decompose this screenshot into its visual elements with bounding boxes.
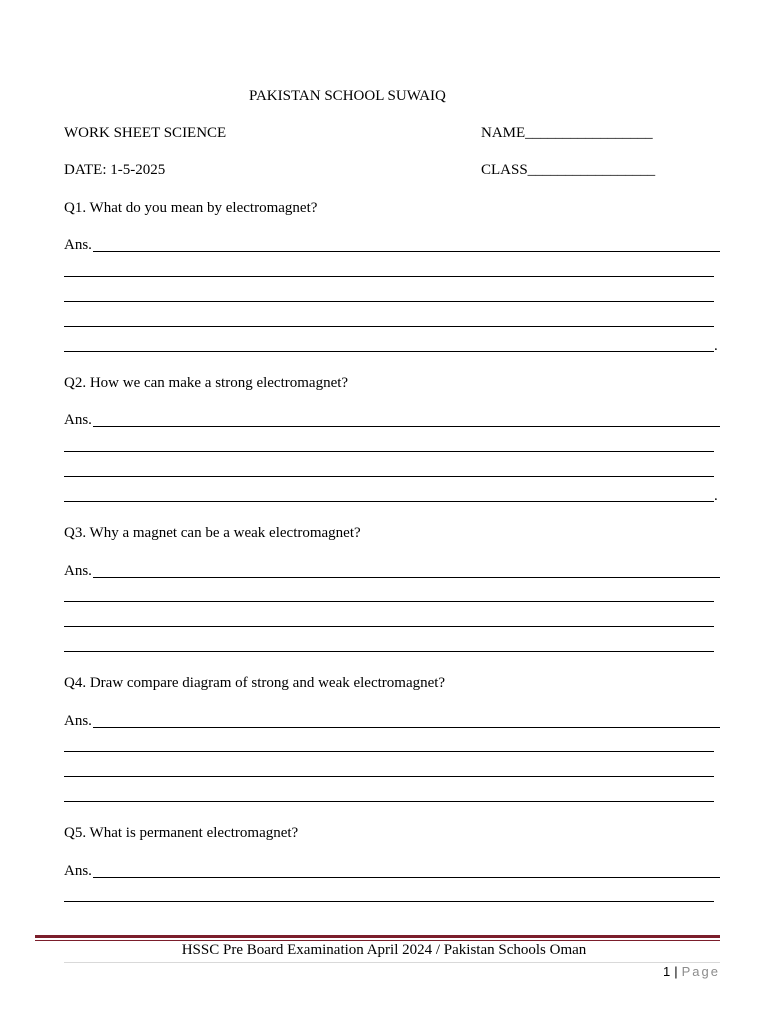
answer-line bbox=[64, 626, 714, 627]
date-label: DATE: 1-5-2025 bbox=[64, 162, 166, 178]
answer-prefix-1: Ans. bbox=[64, 237, 92, 253]
name-field: NAME_________________ bbox=[481, 125, 653, 141]
answer-line bbox=[64, 301, 714, 302]
answer-line bbox=[64, 501, 714, 502]
question-2: Q2. How we can make a strong electromagnet? bbox=[64, 375, 349, 391]
answer-line bbox=[93, 727, 720, 728]
answer-line bbox=[64, 751, 714, 752]
page-word: Page bbox=[681, 964, 720, 979]
footer-divider bbox=[64, 962, 720, 963]
line-end-period: . bbox=[714, 338, 718, 354]
answer-prefix-5: Ans. bbox=[64, 863, 92, 879]
answer-line bbox=[64, 801, 714, 802]
answer-line bbox=[93, 577, 720, 578]
question-1: Q1. What do you mean by electromagnet? bbox=[64, 200, 318, 216]
answer-line bbox=[93, 251, 720, 252]
footer-rule-thick bbox=[35, 935, 720, 938]
answer-line bbox=[93, 426, 720, 427]
answer-line bbox=[64, 601, 714, 602]
answer-line bbox=[64, 276, 714, 277]
answer-prefix-4: Ans. bbox=[64, 713, 92, 729]
answer-line bbox=[64, 476, 714, 477]
class-field: CLASS_________________ bbox=[481, 162, 656, 178]
page-number: 1 bbox=[663, 964, 671, 979]
question-4: Q4. Draw compare diagram of strong and weak electromagnet? bbox=[64, 675, 446, 691]
footer-text: HSSC Pre Board Examination April 2024 / Pakistan Schools Oman bbox=[181, 942, 587, 958]
school-name: PAKISTAN SCHOOL SUWAIQ bbox=[249, 88, 446, 104]
answer-line bbox=[64, 351, 714, 352]
worksheet-title: WORK SHEET SCIENCE bbox=[64, 125, 227, 141]
answer-prefix-3: Ans. bbox=[64, 563, 92, 579]
answer-line bbox=[64, 776, 714, 777]
line-end-period: . bbox=[714, 488, 718, 504]
answer-line bbox=[93, 877, 720, 878]
question-3: Q3. Why a magnet can be a weak electromagnet? bbox=[64, 525, 361, 541]
answer-line bbox=[64, 901, 714, 902]
answer-line bbox=[64, 326, 714, 327]
page-indicator bbox=[663, 964, 720, 980]
answer-line bbox=[64, 651, 714, 652]
answer-line bbox=[64, 451, 714, 452]
page-separator: | bbox=[674, 964, 678, 979]
answer-prefix-2: Ans. bbox=[64, 412, 92, 428]
question-5: Q5. What is permanent electromagnet? bbox=[64, 825, 299, 841]
